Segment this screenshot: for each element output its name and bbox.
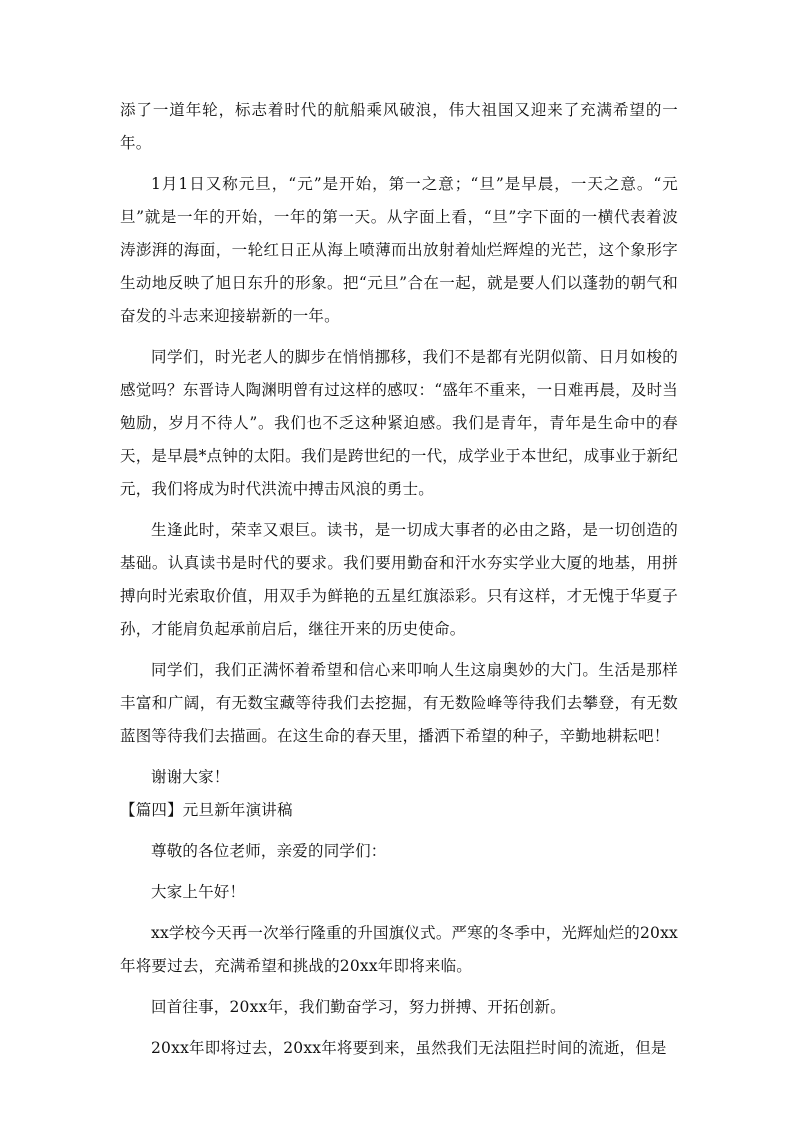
paragraph-time-passing: 同学们，时光老人的脚步在悄悄挪移，我们不是都有光阴似箭、日月如梭的感觉吗？东晋诗人陶渊明曾有过这样的感叹：“盛年不重来，一日难再晨，及时当勉励，岁月不待人”。我们也不乏这种紧迫感。我们是青年，青年是生命中的春天，是早晨*点钟的太阳。我们是跨世纪的一代，成学业于本世纪，成事业于新纪元，我们将成为时代洪流中搏击风浪的勇士。 bbox=[120, 348, 678, 498]
document-page bbox=[120, 94, 678, 1065]
speech-looking-back: 回首往事，20xx年，我们勤奋学习，努力拼搏、开拓创新。 bbox=[151, 998, 566, 1016]
paragraph-hope-and-confidence: 同学们，我们正满怀着希望和信心来叩响人生这扇奥妙的大门。生活是那样丰富和广阔，有无数宝藏等待我们去挖掘，有无数险峰等待我们去攀登，有无数蓝图等待我们去描画。在这生命的春天里，播洒下希望的种子，辛勤地耕耘吧！ bbox=[120, 661, 678, 745]
paragraph-thanks: 谢谢大家！ bbox=[151, 768, 230, 786]
speech-time-flow: 20xx年即将过去，20xx年将要到来，虽然我们无法阻拦时间的流逝，但是 bbox=[151, 1039, 667, 1057]
speech-flag-ceremony: xx学校今天再一次举行隆重的升国旗仪式。严寒的冬季中，光辉灿烂的20xx年将要过去，充满希望和挑战的20xx年即将来临。 bbox=[120, 924, 678, 975]
section-heading: 【篇四】元旦新年演讲稿 bbox=[120, 801, 293, 819]
paragraph-study-mission: 生逢此时，荣幸又艰巨。读书，是一切成大事者的必由之路，是一切创造的基础。认真读书是时代的要求。我们要用勤奋和汗水夯实学业大厦的地基，用拼搏向时光索取价值，用双手为鲜艳的五星红旗添彩。只有这样，才无愧于华夏子孙，才能肩负起承前启后，继往开来的历史使命。 bbox=[120, 521, 678, 638]
paragraph-new-year-meaning: 1月1日又称元旦，“元”是开始，第一之意；“旦”是早晨，一天之意。“元旦”就是一年的开始，一年的第一天。从字面上看，“旦”字下面的一横代表着波涛澎湃的海面，一轮红日正从海上喷薄而出放射着灿烂辉煌的光芒，这个象形字生动地反映了旭日东升的形象。把“元旦”合在一起，就是要人们以蓬勃的朝气和奋发的斗志来迎接崭新的一年。 bbox=[120, 175, 678, 325]
speech-salutation: 尊敬的各位老师，亲爱的同学们： bbox=[151, 842, 387, 860]
speech-greeting: 大家上午好！ bbox=[151, 883, 246, 901]
paragraph-continuation: 添了一道年轮，标志着时代的航船乘风破浪，伟大祖国又迎来了充满希望的一年。 bbox=[120, 101, 678, 152]
